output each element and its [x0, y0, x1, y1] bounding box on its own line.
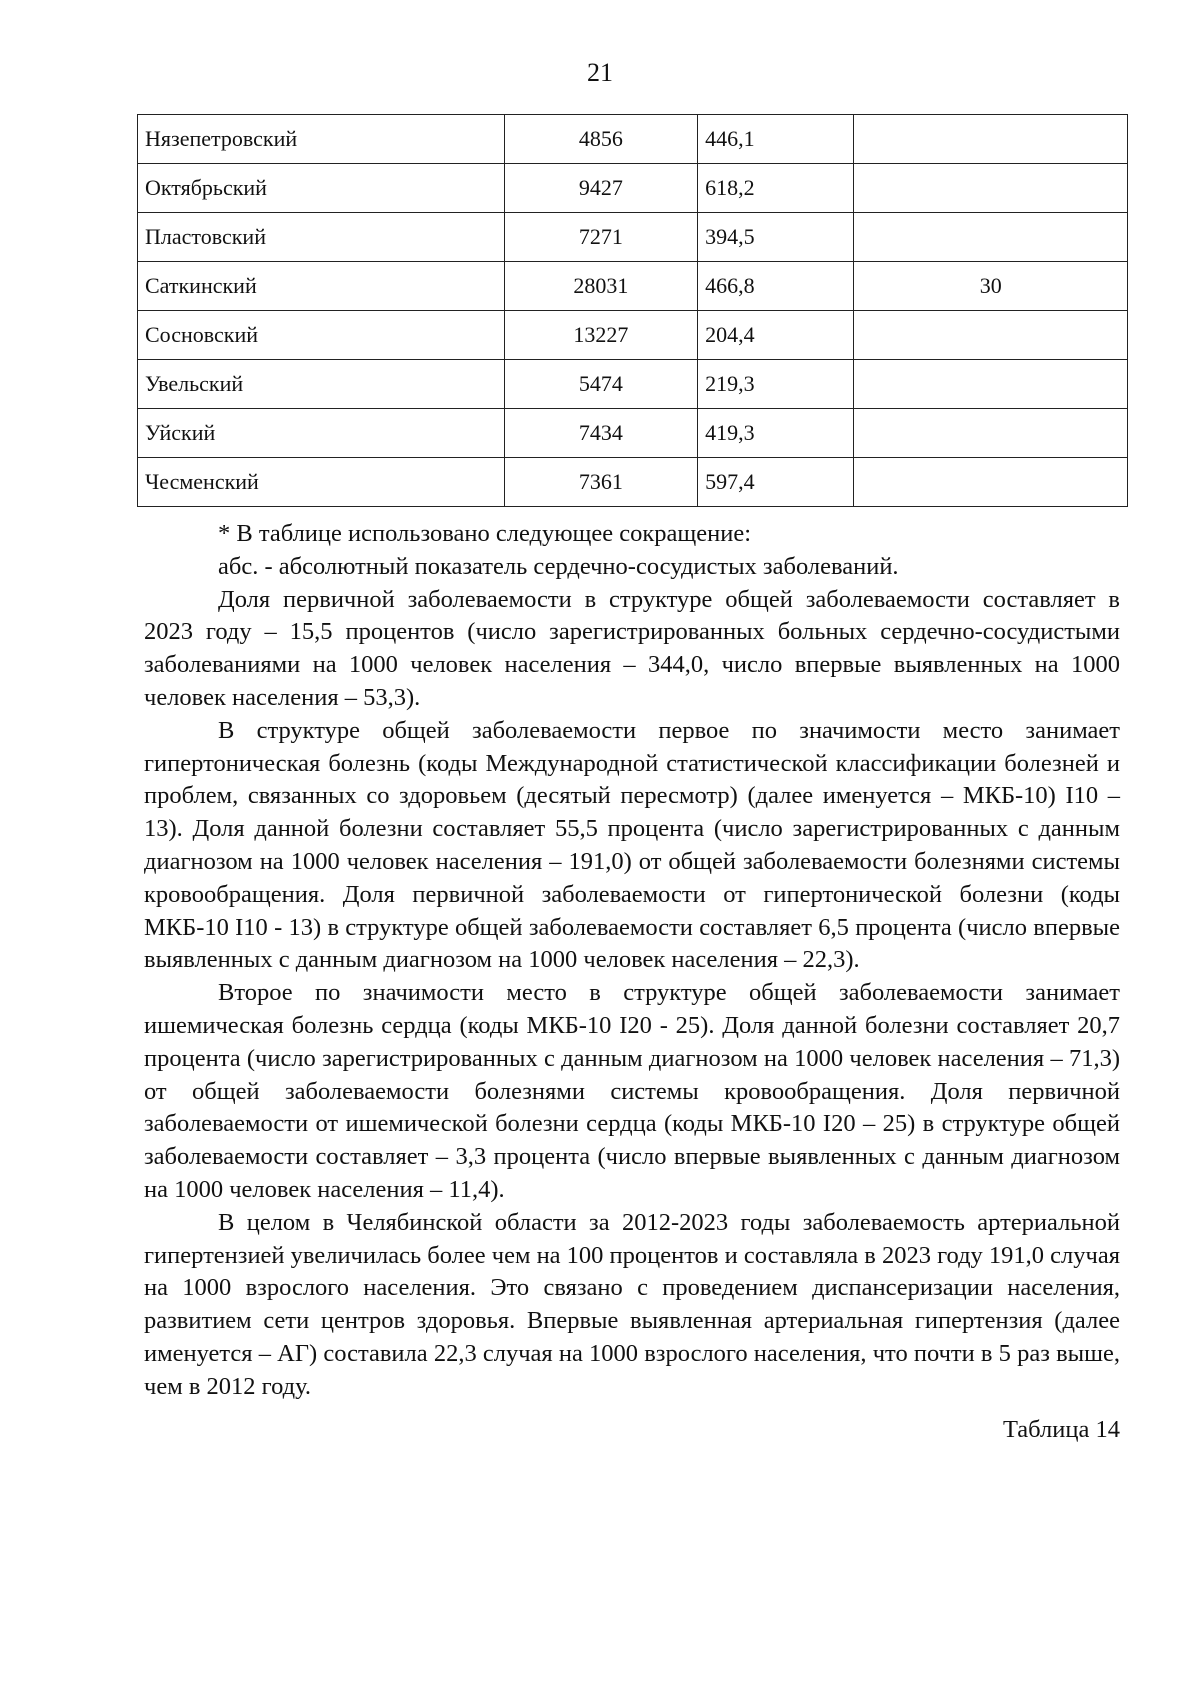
rate-value-cell: 446,1 — [698, 115, 854, 164]
district-cell: Саткинский — [138, 262, 505, 311]
paragraph-regional-trend: В целом в Челябинской области за 2012-2023 годы заболеваемость артериальной гипертензией увеличилась более чем на 100 процентов и составляла в 2023 году 191,0 случая на 1000 взрослого населения. Это связано с проведением диспансеризации населения, развитием сети центров здоровья. Впервые выявленная артериальная гипертензия (далее именуется – АГ) составила 22,3 случая на 1000 взрослого населения, что почти в 5 раз выше, чем в 2012 году. — [144, 1208, 1120, 1400]
rank-cell — [854, 213, 1128, 262]
rate-value-cell: 618,2 — [698, 164, 854, 213]
abs-value-cell: 7434 — [504, 409, 697, 458]
district-cell: Сосновский — [138, 311, 505, 360]
abs-value-cell: 7271 — [504, 213, 697, 262]
rate-value-cell: 597,4 — [698, 458, 854, 507]
table-note-title: * В таблице использовано следующее сокращение: — [218, 520, 752, 547]
paragraph-primary-share: Доля первичной заболеваемости в структуре общей заболеваемости составляет в 2023 году – 15,5 процентов (число зарегистрированных больных сердечно-сосудистыми заболеваниями на 1000 человек населения – 344,0, число впервые выявленных на 1000 человек населения – 53,3). — [144, 585, 1120, 711]
abs-value-cell: 5474 — [504, 360, 697, 409]
table-row — [138, 115, 1128, 164]
table-row — [138, 262, 1128, 311]
district-cell: Уйский — [138, 409, 505, 458]
table-row — [138, 409, 1128, 458]
rate-value-cell: 219,3 — [698, 360, 854, 409]
rate-value-cell: 466,8 — [698, 262, 854, 311]
district-cell: Пластовский — [138, 213, 505, 262]
table-note-abbreviation: абс. - абсолютный показатель сердечно-сосудистых заболеваний. — [218, 552, 899, 580]
table-row — [138, 311, 1128, 360]
paragraph-hypertension: В структуре общей заболеваемости первое по значимости место занимает гипертоническая болезнь (коды Международной статистической классификации болезней и проблем, связанных со здоровьем (десятый пересмотр) (далее именуется – МКБ-10) I10 – 13). Доля данной болезни составляет 55,5 процента (число зарегистрированных с данным диагнозом на 1000 человек населения – 191,0) от общей заболеваемости болезнями системы кровообращения. Доля первичной заболеваемости от гипертонической болезни (коды МКБ-10 I10 - 13) в структуре общей заболеваемости составляет 6,5 процента (число впервые выявленных с данным диагнозом на 1000 человек населения – 22,3). — [144, 716, 1120, 974]
rank-cell — [854, 409, 1128, 458]
district-cell: Нязепетровский — [138, 115, 505, 164]
table-row — [138, 213, 1128, 262]
table-row — [138, 360, 1128, 409]
rank-cell — [854, 311, 1128, 360]
abs-value-cell: 4856 — [504, 115, 697, 164]
abs-value-cell: 9427 — [504, 164, 697, 213]
rate-value-cell: 394,5 — [698, 213, 854, 262]
abs-value-cell: 13227 — [504, 311, 697, 360]
morbidity-table — [137, 114, 1128, 507]
rate-value-cell: 204,4 — [698, 311, 854, 360]
district-cell: Чесменский — [138, 458, 505, 507]
table-row — [138, 164, 1128, 213]
paragraph-ischemic: Второе по значимости место в структуре общей заболеваемости занимает ишемическая болезнь сердца (коды МКБ-10 I20 - 25). Доля данной болезни составляет 20,7 процента (число зарегистрированных с данным диагнозом на 1000 человек населения – 71,3) от общей заболеваемости болезнями системы кровообращения. Доля первичной заболеваемости от ишемической болезни сердца (коды МКБ-10 I20 – 25) в структуре общей заболеваемости составляет – 3,3 процента (число впервые выявленных с данным диагнозом на 1000 человек населения – 11,4). — [144, 979, 1120, 1203]
table-body — [138, 115, 1128, 507]
table-row — [138, 458, 1128, 507]
table-caption: Таблица 14 — [1002, 1415, 1120, 1443]
abs-value-cell: 28031 — [504, 262, 697, 311]
rank-cell — [854, 458, 1128, 507]
page-number: 21 — [587, 58, 613, 87]
rank-cell — [854, 360, 1128, 409]
rank-cell: 30 — [854, 262, 1128, 311]
rank-cell — [854, 164, 1128, 213]
district-cell: Октябрьский — [138, 164, 505, 213]
rank-cell — [854, 115, 1128, 164]
abs-value-cell: 7361 — [504, 458, 697, 507]
document-body — [144, 518, 1120, 1446]
district-cell: Увельский — [138, 360, 505, 409]
rate-value-cell: 419,3 — [698, 409, 854, 458]
